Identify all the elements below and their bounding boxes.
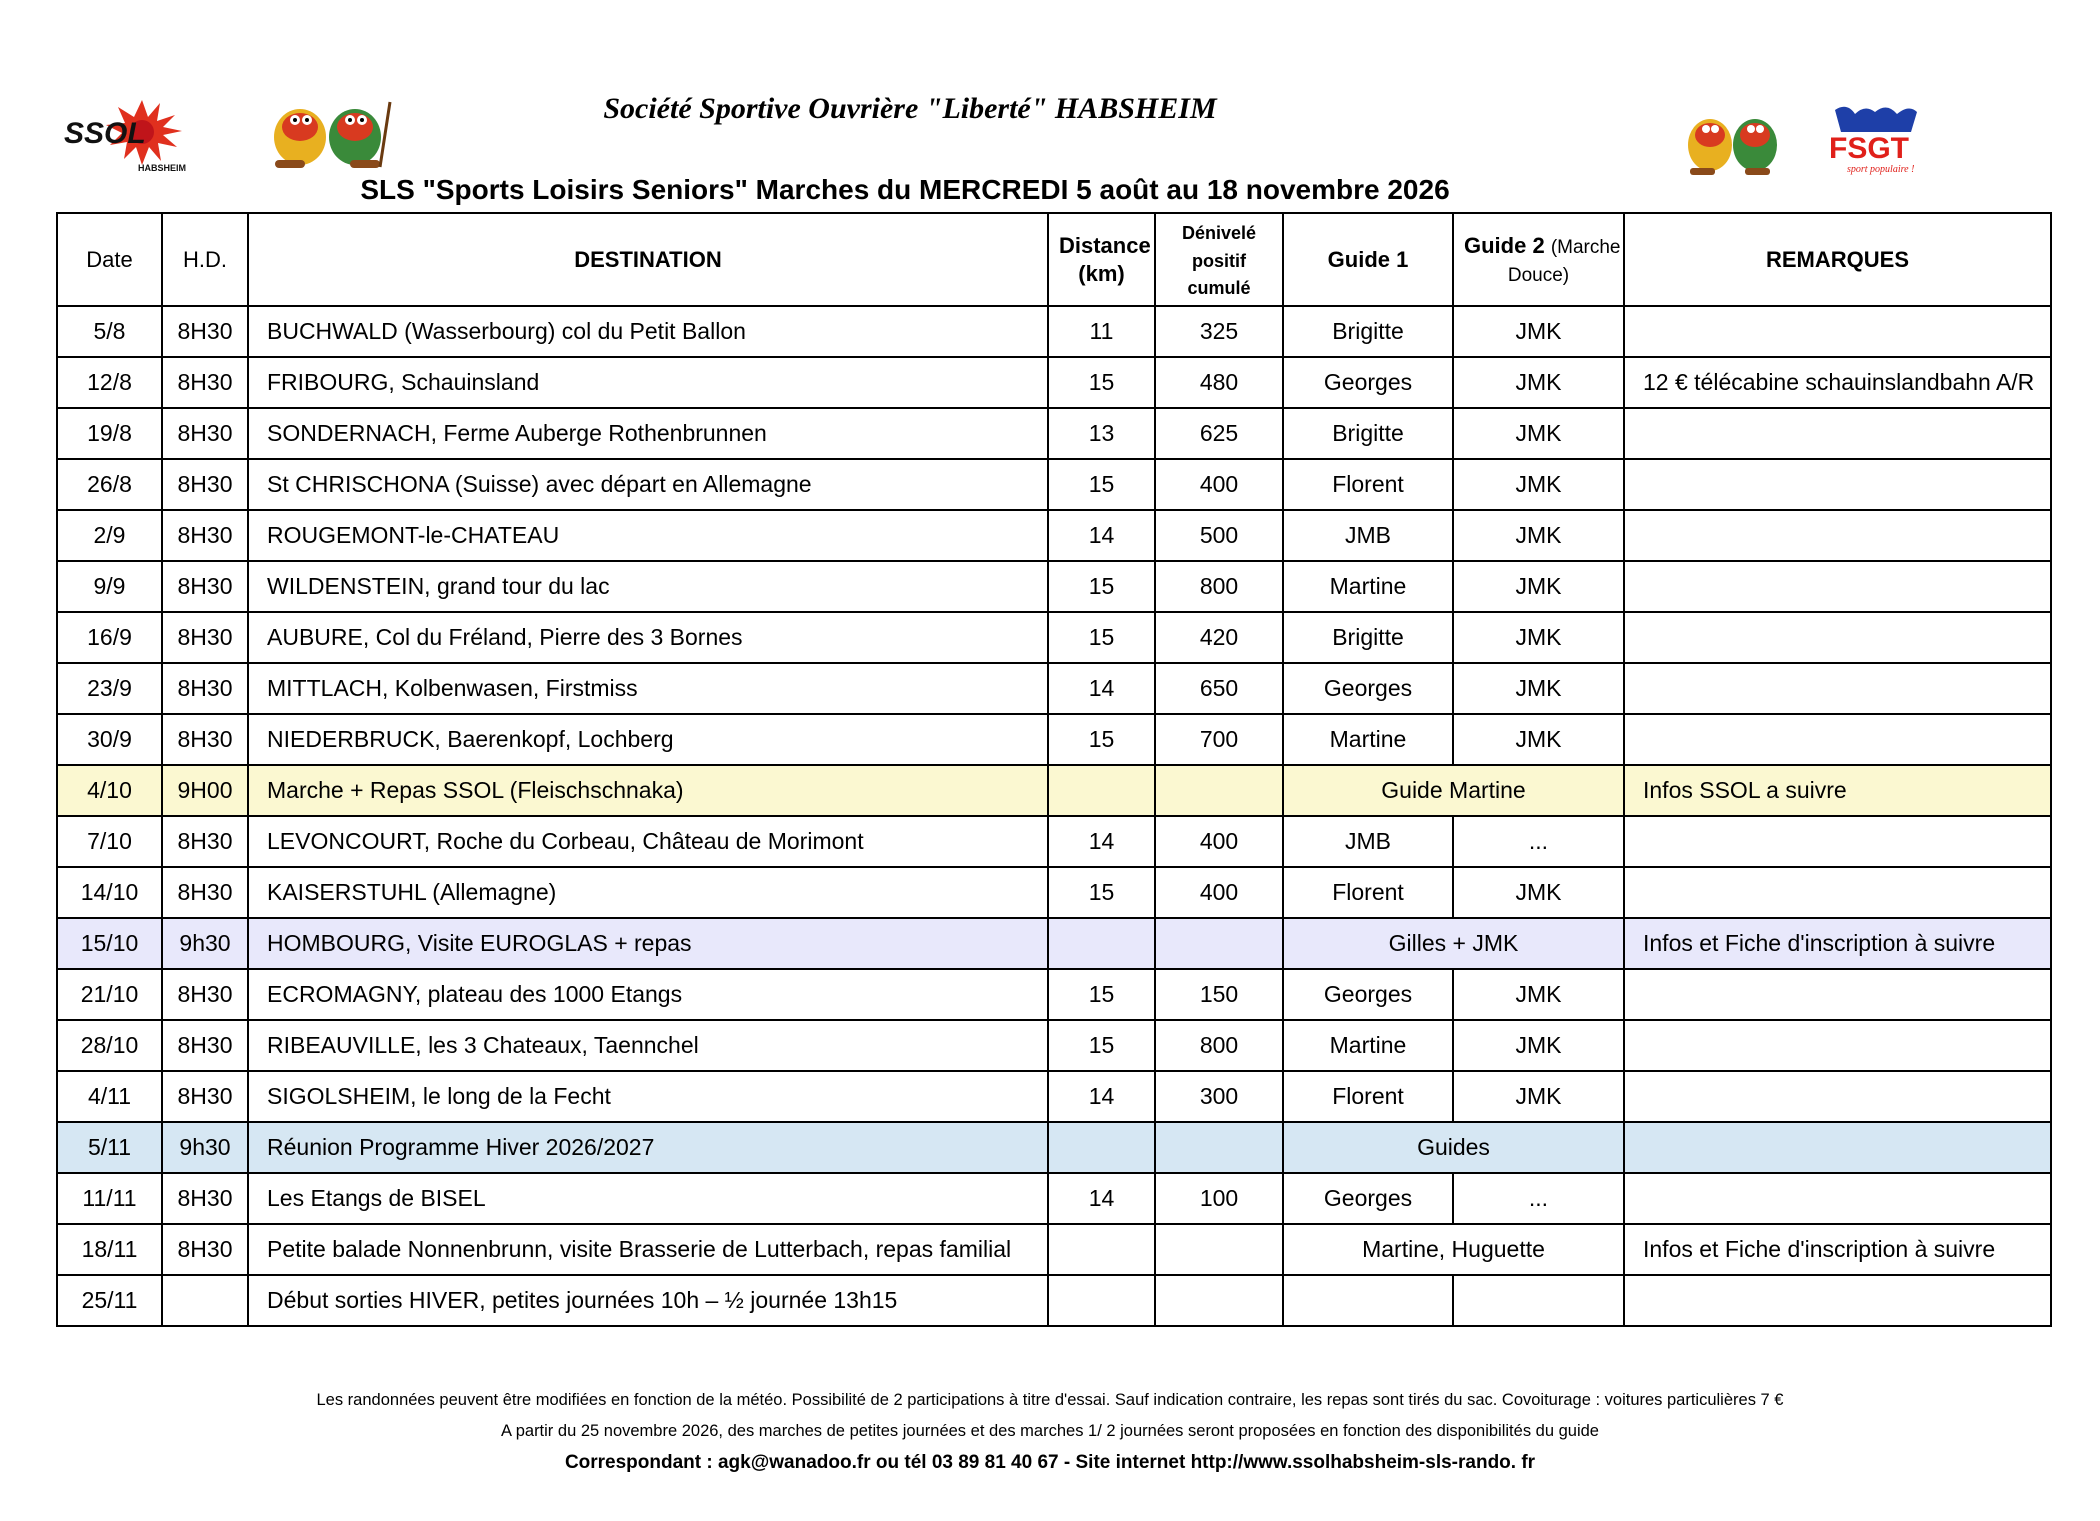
cell-denivele: 800 <box>1155 561 1283 612</box>
cell-denivele: 420 <box>1155 612 1283 663</box>
cell-date: 21/10 <box>57 969 162 1020</box>
cell-guide1: Georges <box>1283 969 1453 1020</box>
cell-remarques <box>1624 1173 2051 1224</box>
svg-text:SSOL: SSOL <box>64 117 146 150</box>
table-row <box>57 408 2051 459</box>
cell-hd: 8H30 <box>162 867 248 918</box>
cell-remarques: Infos SSOL a suivre <box>1624 765 2051 816</box>
denivele-header-line1: Dénivelé <box>1181 223 1257 244</box>
ssol-logo <box>60 95 210 175</box>
col-header-hd: H.D. <box>162 213 248 306</box>
cell-date: 4/10 <box>57 765 162 816</box>
guide2-header-label: Guide 2 <box>1464 232 1545 258</box>
table-header-row <box>57 213 2051 306</box>
mascot-hikers-icon <box>255 92 400 172</box>
cell-guide2: JMK <box>1453 714 1624 765</box>
cell-distance <box>1048 918 1155 969</box>
cell-guide1: Martine <box>1283 561 1453 612</box>
cell-guide2: JMK <box>1453 867 1624 918</box>
cell-hd: 8H30 <box>162 510 248 561</box>
cell-hd: 8H30 <box>162 969 248 1020</box>
cell-date: 19/8 <box>57 408 162 459</box>
fsgt-logo <box>1825 100 1925 185</box>
cell-guide1: Florent <box>1283 459 1453 510</box>
table-row <box>57 1071 2051 1122</box>
table-row <box>57 714 2051 765</box>
cell-destination: ROUGEMONT-le-CHATEAU <box>248 510 1048 561</box>
cell-date: 5/11 <box>57 1122 162 1173</box>
cell-guides-merged: Gilles + JMK <box>1283 918 1624 969</box>
cell-destination: WILDENSTEIN, grand tour du lac <box>248 561 1048 612</box>
cell-date: 12/8 <box>57 357 162 408</box>
col-header-remarques: REMARQUES <box>1624 213 2051 306</box>
cell-remarques <box>1624 306 2051 357</box>
cell-hd: 9H00 <box>162 765 248 816</box>
denivele-header-line3: cumulé <box>1187 278 1251 299</box>
cell-distance: 13 <box>1048 408 1155 459</box>
table-row <box>57 816 2051 867</box>
distance-header-line1: Distance <box>1059 233 1151 258</box>
mascot-hikers-icon <box>1675 100 1790 180</box>
guide2-header-note1: (Marche <box>1550 236 1621 258</box>
cell-date: 4/11 <box>57 1071 162 1122</box>
cell-guide1: JMB <box>1283 510 1453 561</box>
cell-hd: 8H30 <box>162 714 248 765</box>
cell-remarques <box>1624 1275 2051 1326</box>
cell-denivele: 150 <box>1155 969 1283 1020</box>
cell-hd: 8H30 <box>162 561 248 612</box>
footer-note-winter: A partir du 25 novembre 2026, des marches de petites journées et des marches 1/ 2 journées seront proposées en fonction des disponibilités du guide <box>501 1422 1599 1440</box>
cell-denivele: 100 <box>1155 1173 1283 1224</box>
table-row <box>57 510 2051 561</box>
cell-guides-merged: Guides <box>1283 1122 1624 1173</box>
cell-denivele: 625 <box>1155 408 1283 459</box>
cell-guide1: JMB <box>1283 816 1453 867</box>
cell-guide2: ... <box>1453 1173 1624 1224</box>
cell-date: 15/10 <box>57 918 162 969</box>
cell-destination: HOMBOURG, Visite EUROGLAS + repas <box>248 918 1048 969</box>
cell-distance: 14 <box>1048 1173 1155 1224</box>
cell-denivele: 400 <box>1155 867 1283 918</box>
cell-guide1: Georges <box>1283 357 1453 408</box>
cell-date: 18/11 <box>57 1224 162 1275</box>
cell-guide2: JMK <box>1453 1020 1624 1071</box>
table-row <box>57 867 2051 918</box>
cell-remarques: Infos et Fiche d'inscription à suivre <box>1624 1224 2051 1275</box>
cell-denivele <box>1155 1224 1283 1275</box>
cell-distance <box>1048 1275 1155 1326</box>
cell-destination: Début sorties HIVER, petites journées 10h – ½ journée 13h15 <box>248 1275 1048 1326</box>
cell-guides-merged: Martine, Huguette <box>1283 1224 1624 1275</box>
cell-distance: 15 <box>1048 714 1155 765</box>
page-title: SLS "Sports Loisirs Seniors" Marches du MERCREDI 5 août au 18 novembre 2026 <box>360 174 1450 205</box>
cell-destination: LEVONCOURT, Roche du Corbeau, Château de Morimont <box>248 816 1048 867</box>
club-title: Société Sportive Ouvrière "Liberté" HABSHEIM <box>603 92 1217 125</box>
table-row <box>57 306 2051 357</box>
denivele-header-line2: positif <box>1192 250 1246 271</box>
cell-remarques <box>1624 561 2051 612</box>
cell-guide1: Georges <box>1283 663 1453 714</box>
cell-guide2: JMK <box>1453 408 1624 459</box>
cell-hd: 8H30 <box>162 663 248 714</box>
cell-remarques <box>1624 867 2051 918</box>
table-row <box>57 969 2051 1020</box>
cell-date: 11/11 <box>57 1173 162 1224</box>
cell-date: 28/10 <box>57 1020 162 1071</box>
cell-guide1: Florent <box>1283 867 1453 918</box>
cell-destination: Les Etangs de BISEL <box>248 1173 1048 1224</box>
cell-guide2: JMK <box>1453 561 1624 612</box>
table-row <box>57 1173 2051 1224</box>
cell-hd: 8H30 <box>162 1071 248 1122</box>
cell-destination: RIBEAUVILLE, les 3 Chateaux, Taennchel <box>248 1020 1048 1071</box>
table-row <box>57 561 2051 612</box>
cell-destination: Marche + Repas SSOL (Fleischschnaka) <box>248 765 1048 816</box>
cell-denivele: 480 <box>1155 357 1283 408</box>
cell-denivele: 400 <box>1155 816 1283 867</box>
cell-date: 9/9 <box>57 561 162 612</box>
cell-distance: 14 <box>1048 510 1155 561</box>
cell-hd: 8H30 <box>162 1224 248 1275</box>
cell-hd: 9h30 <box>162 1122 248 1173</box>
footer-contact: Correspondant : agk@wanadoo.fr ou tél 03 89 81 40 67 - Site internet http://www.ssolhabsheim-sls-rando. fr <box>564 1452 1536 1473</box>
cell-distance: 15 <box>1048 1020 1155 1071</box>
cell-remarques <box>1624 408 2051 459</box>
cell-destination: FRIBOURG, Schauinsland <box>248 357 1048 408</box>
cell-remarques <box>1624 969 2051 1020</box>
cell-guide2: JMK <box>1453 612 1624 663</box>
cell-distance: 15 <box>1048 561 1155 612</box>
cell-destination: Réunion Programme Hiver 2026/2027 <box>248 1122 1048 1173</box>
cell-guide2: JMK <box>1453 969 1624 1020</box>
cell-date: 25/11 <box>57 1275 162 1326</box>
cell-distance: 14 <box>1048 816 1155 867</box>
table-row <box>57 612 2051 663</box>
cell-distance: 15 <box>1048 357 1155 408</box>
cell-distance: 15 <box>1048 969 1155 1020</box>
cell-denivele: 650 <box>1155 663 1283 714</box>
cell-remarques <box>1624 1071 2051 1122</box>
cell-distance: 15 <box>1048 459 1155 510</box>
svg-text:HABSHEIM: HABSHEIM <box>138 163 187 173</box>
cell-destination: Petite balade Nonnenbrunn, visite Brasserie de Lutterbach, repas familial <box>248 1224 1048 1275</box>
table-row-event <box>57 765 2051 816</box>
cell-denivele: 400 <box>1155 459 1283 510</box>
table-row <box>57 1020 2051 1071</box>
table-row <box>57 1224 2051 1275</box>
cell-destination: SIGOLSHEIM, le long de la Fecht <box>248 1071 1048 1122</box>
cell-denivele: 300 <box>1155 1071 1283 1122</box>
cell-distance: 15 <box>1048 612 1155 663</box>
cell-denivele: 500 <box>1155 510 1283 561</box>
cell-guide2: JMK <box>1453 510 1624 561</box>
cell-destination: MITTLACH, Kolbenwasen, Firstmiss <box>248 663 1048 714</box>
cell-hd <box>162 1275 248 1326</box>
col-header-destination: DESTINATION <box>248 213 1048 306</box>
cell-remarques: 12 € télécabine schauinslandbahn A/R <box>1624 357 2051 408</box>
cell-hd: 9h30 <box>162 918 248 969</box>
cell-date: 14/10 <box>57 867 162 918</box>
cell-distance <box>1048 1122 1155 1173</box>
cell-date: 16/9 <box>57 612 162 663</box>
cell-guide2: JMK <box>1453 357 1624 408</box>
cell-remarques <box>1624 459 2051 510</box>
cell-destination: BUCHWALD (Wasserbourg) col du Petit Ballon <box>248 306 1048 357</box>
cell-remarques: Infos et Fiche d'inscription à suivre <box>1624 918 2051 969</box>
cell-date: 26/8 <box>57 459 162 510</box>
cell-guide2: JMK <box>1453 1071 1624 1122</box>
cell-guide1: Brigitte <box>1283 612 1453 663</box>
cell-date: 23/9 <box>57 663 162 714</box>
cell-hd: 8H30 <box>162 459 248 510</box>
cell-distance: 11 <box>1048 306 1155 357</box>
cell-guide2 <box>1453 1275 1624 1326</box>
fsgt-logo-text: FSGT <box>1829 132 1909 165</box>
cell-distance: 15 <box>1048 867 1155 918</box>
cell-guide2: JMK <box>1453 459 1624 510</box>
guide2-header-note2: Douce) <box>1507 264 1570 286</box>
col-header-date: Date <box>57 213 162 306</box>
cell-guide2: ... <box>1453 816 1624 867</box>
cell-remarques <box>1624 663 2051 714</box>
cell-date: 7/10 <box>57 816 162 867</box>
cell-remarques <box>1624 510 2051 561</box>
cell-hd: 8H30 <box>162 816 248 867</box>
cell-date: 5/8 <box>57 306 162 357</box>
col-header-distance <box>1048 213 1155 306</box>
cell-guide2: JMK <box>1453 306 1624 357</box>
cell-denivele: 700 <box>1155 714 1283 765</box>
cell-denivele: 800 <box>1155 1020 1283 1071</box>
cell-denivele <box>1155 765 1283 816</box>
cell-destination: SONDERNACH, Ferme Auberge Rothenbrunnen <box>248 408 1048 459</box>
cell-date: 30/9 <box>57 714 162 765</box>
cell-hd: 8H30 <box>162 357 248 408</box>
fsgt-logo-slogan: sport populaire ! <box>1847 164 1915 175</box>
cell-date: 2/9 <box>57 510 162 561</box>
table-row-event <box>57 1122 2051 1173</box>
cell-distance: 14 <box>1048 663 1155 714</box>
col-header-denivele <box>1155 213 1283 306</box>
cell-denivele: 325 <box>1155 306 1283 357</box>
cell-guide1: Martine <box>1283 714 1453 765</box>
cell-destination: AUBURE, Col du Fréland, Pierre des 3 Bornes <box>248 612 1048 663</box>
cell-hd: 8H30 <box>162 1173 248 1224</box>
cell-guides-merged: Guide Martine <box>1283 765 1624 816</box>
cell-denivele <box>1155 1275 1283 1326</box>
cell-remarques <box>1624 612 2051 663</box>
distance-header-line2: (km) <box>1078 260 1125 286</box>
col-header-guide2 <box>1453 213 1624 306</box>
table-row <box>57 1275 2051 1326</box>
cell-denivele <box>1155 1122 1283 1173</box>
cell-guide1 <box>1283 1275 1453 1326</box>
cell-hd: 8H30 <box>162 306 248 357</box>
cell-hd: 8H30 <box>162 408 248 459</box>
schedule-table <box>56 212 2052 1327</box>
table-row <box>57 663 2051 714</box>
cell-remarques <box>1624 1020 2051 1071</box>
cell-destination: ECROMAGNY, plateau des 1000 Etangs <box>248 969 1048 1020</box>
table-row-event <box>57 918 2051 969</box>
cell-distance <box>1048 1224 1155 1275</box>
cell-guide1: Martine <box>1283 1020 1453 1071</box>
cell-hd: 8H30 <box>162 612 248 663</box>
cell-guide1: Brigitte <box>1283 408 1453 459</box>
cell-remarques <box>1624 816 2051 867</box>
col-header-guide1: Guide 1 <box>1283 213 1453 306</box>
cell-distance <box>1048 765 1155 816</box>
cell-guide1: Georges <box>1283 1173 1453 1224</box>
cell-destination: NIEDERBRUCK, Baerenkopf, Lochberg <box>248 714 1048 765</box>
cell-distance: 14 <box>1048 1071 1155 1122</box>
cell-remarques <box>1624 714 2051 765</box>
cell-guide1: Florent <box>1283 1071 1453 1122</box>
cell-remarques <box>1624 1122 2051 1173</box>
cell-denivele <box>1155 918 1283 969</box>
cell-hd: 8H30 <box>162 1020 248 1071</box>
cell-destination: KAISERSTUHL (Allemagne) <box>248 867 1048 918</box>
footer-note-conditions: Les randonnées peuvent être modifiées en fonction de la météo. Possibilité de 2 participations à titre d'essai. Sauf indication contraire, les repas sont tirés du sac. Covoiturage : voitures particulières 7 € <box>316 1391 1784 1409</box>
cell-guide2: JMK <box>1453 663 1624 714</box>
table-row <box>57 459 2051 510</box>
table-row <box>57 357 2051 408</box>
cell-guide1: Brigitte <box>1283 306 1453 357</box>
cell-destination: St CHRISCHONA (Suisse) avec départ en Allemagne <box>248 459 1048 510</box>
